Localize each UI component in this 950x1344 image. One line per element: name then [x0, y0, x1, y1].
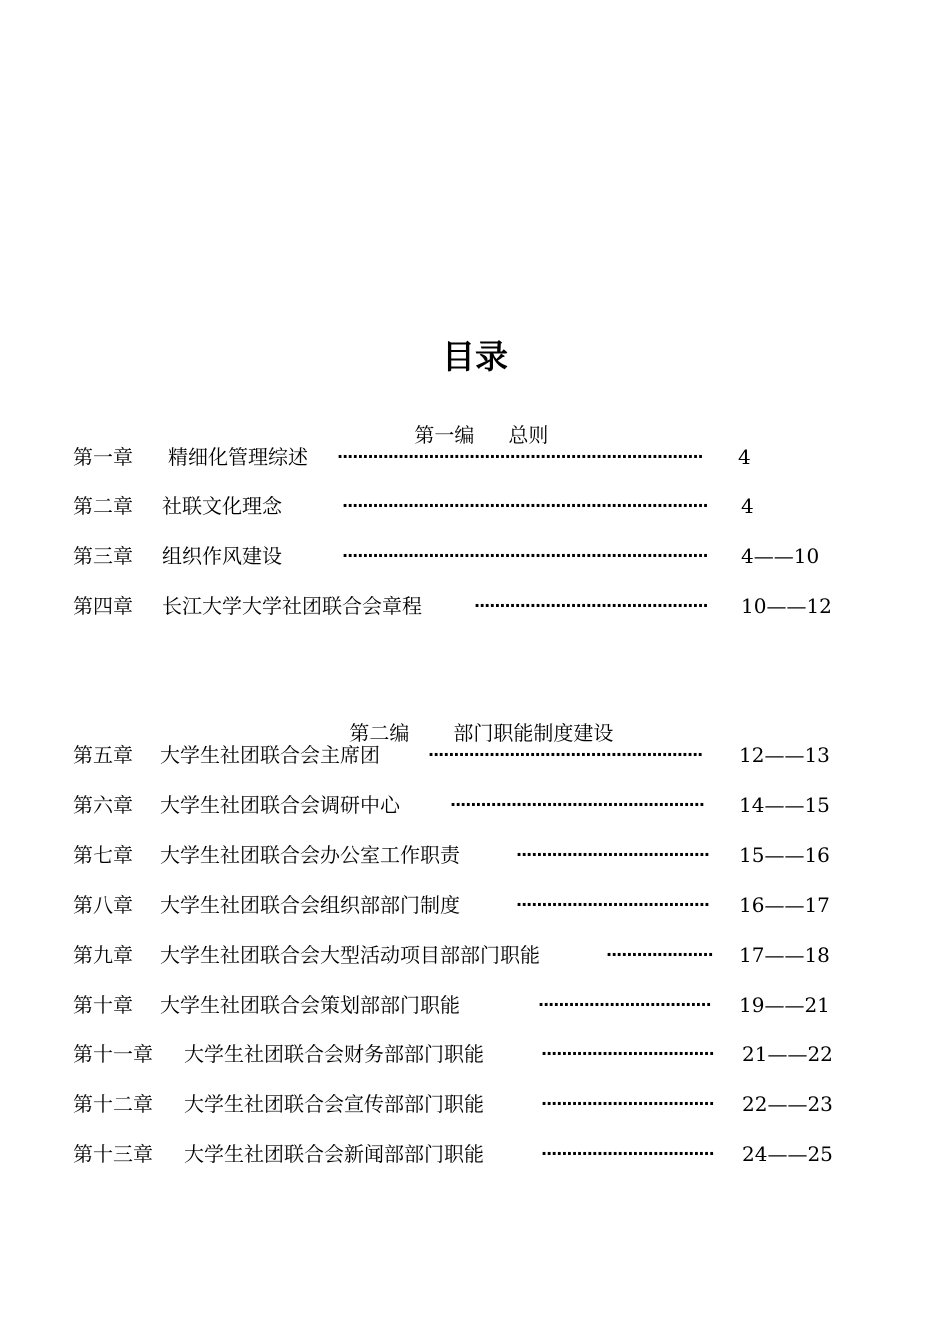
chapter-title: 精细化管理综述	[168, 445, 308, 469]
chapter-title: 大学生社团联合会主席团	[160, 743, 380, 767]
chapter-title: 大学生社团联合会策划部部门职能	[160, 993, 460, 1017]
leader-dots: ········································································	[337, 447, 703, 466]
chapter-number: 第十一章	[73, 1042, 153, 1066]
page-range: 17——18	[739, 943, 830, 967]
toc-entry[interactable]	[0, 790, 950, 820]
chapter-number: 第五章	[73, 743, 133, 767]
page-range: 10——12	[741, 594, 832, 618]
leader-dots: ··································	[541, 1144, 714, 1163]
toc-entry[interactable]	[0, 1089, 950, 1119]
page-range: 14——15	[739, 793, 830, 817]
leader-dots: ······················································	[428, 745, 703, 764]
chapter-title: 社联文化理念	[162, 494, 282, 518]
leader-dots: ··································	[541, 1094, 714, 1113]
chapter-number: 第四章	[73, 594, 133, 618]
toc-entry[interactable]	[0, 541, 950, 571]
toc-entry[interactable]	[0, 990, 950, 1020]
leader-dots: ········································································	[342, 496, 708, 515]
chapter-number: 第三章	[73, 544, 133, 568]
page-range: 22——23	[742, 1092, 833, 1116]
part-title: 部门职能制度建设	[453, 721, 614, 745]
chapter-number: 第十三章	[73, 1142, 153, 1166]
toc-entry[interactable]	[0, 890, 950, 920]
chapter-title: 大学生社团联合会财务部部门职能	[184, 1042, 484, 1066]
chapter-title: 大学生社团联合会办公室工作职责	[160, 843, 460, 867]
page-range: 4——10	[741, 544, 820, 568]
chapter-title: 大学生社团联合会宣传部部门职能	[184, 1092, 484, 1116]
part-heading-1	[0, 393, 950, 449]
toc-entry[interactable]	[0, 940, 950, 970]
chapter-title: 长江大学大学社团联合会章程	[162, 594, 422, 618]
toc-entry[interactable]	[0, 442, 950, 472]
chapter-title: 大学生社团联合会调研中心	[160, 793, 400, 817]
chapter-number: 第一章	[73, 445, 133, 469]
page-range: 16——17	[739, 893, 830, 917]
leader-dots: ··············································	[474, 596, 708, 615]
part-number: 第二编	[349, 721, 410, 745]
chapter-title: 大学生社团联合会新闻部部门职能	[184, 1142, 484, 1166]
toc-entry[interactable]	[0, 591, 950, 621]
leader-dots: ··································	[538, 995, 711, 1014]
chapter-number: 第八章	[73, 893, 133, 917]
page-title: 目录	[442, 337, 508, 376]
toc-entry[interactable]	[0, 1139, 950, 1169]
chapter-number: 第二章	[73, 494, 133, 518]
toc-entry[interactable]	[0, 840, 950, 870]
leader-dots: ··································	[541, 1044, 714, 1063]
page-range: 4	[738, 445, 751, 469]
leader-dots: ·····················	[606, 945, 713, 964]
page-range: 21——22	[742, 1042, 833, 1066]
leader-dots: ······································	[516, 845, 709, 864]
toc-entry[interactable]	[0, 740, 950, 770]
toc-entry[interactable]	[0, 1039, 950, 1069]
chapter-number: 第九章	[73, 943, 133, 967]
chapter-title: 大学生社团联合会组织部部门制度	[160, 893, 460, 917]
leader-dots: ··················································	[450, 795, 704, 814]
chapter-number: 第十二章	[73, 1092, 153, 1116]
page-range: 12——13	[739, 743, 830, 767]
chapter-title: 大学生社团联合会大型活动项目部部门职能	[160, 943, 540, 967]
leader-dots: ········································································	[342, 546, 708, 565]
part-heading-2	[0, 691, 950, 747]
page-range: 19——21	[739, 993, 830, 1017]
page-range: 15——16	[739, 843, 830, 867]
page-range: 24——25	[742, 1142, 833, 1166]
chapter-number: 第七章	[73, 843, 133, 867]
chapter-number: 第六章	[73, 793, 133, 817]
leader-dots: ······································	[516, 895, 709, 914]
part-number: 第一编	[414, 423, 475, 447]
chapter-number: 第十章	[73, 993, 133, 1017]
page-range: 4	[741, 494, 754, 518]
toc-entry[interactable]	[0, 491, 950, 521]
part-title: 总则	[508, 423, 549, 447]
chapter-title: 组织作风建设	[162, 544, 282, 568]
